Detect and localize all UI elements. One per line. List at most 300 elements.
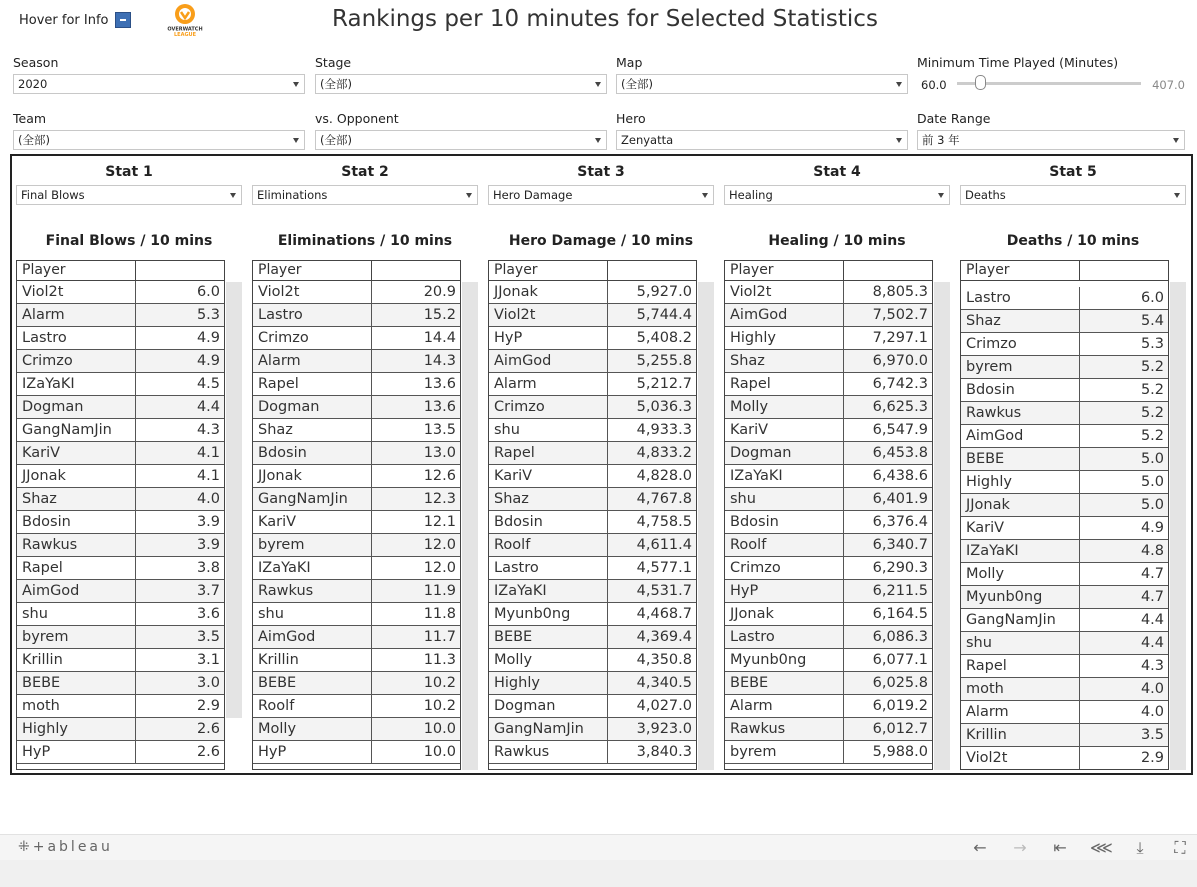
ranking-table	[960, 260, 1186, 770]
value-cell: 4,531.7	[636, 583, 692, 599]
value-cell: 6,742.3	[872, 376, 928, 392]
table-row[interactable]	[253, 281, 460, 304]
table-row[interactable]	[725, 442, 932, 465]
stat-title: Stat 4	[813, 164, 861, 180]
table-row[interactable]	[961, 586, 1168, 609]
player-cell: IZaYaKI	[725, 465, 844, 487]
table-row[interactable]	[961, 678, 1168, 701]
player-cell: Dogman	[725, 442, 844, 464]
player-cell: Viol2t	[489, 304, 608, 326]
table-row[interactable]	[17, 741, 224, 764]
slider-thumb[interactable]	[975, 75, 986, 90]
value-cell: 4.9	[1140, 520, 1164, 536]
hero-label: Hero	[616, 111, 646, 126]
value-cell: 5,408.2	[636, 330, 692, 346]
stat-selector-dropdown[interactable]	[724, 185, 950, 205]
player-cell: Bdosin	[725, 511, 844, 533]
player-cell: Bdosin	[961, 379, 1080, 401]
value-cell: 6.0	[196, 284, 220, 300]
table-row[interactable]	[725, 672, 932, 695]
table-row[interactable]	[961, 356, 1168, 379]
value-cell: 4.3	[196, 422, 220, 438]
table-row[interactable]	[961, 333, 1168, 356]
player-cell: shu	[489, 419, 608, 441]
value-cell: 4.4	[196, 399, 220, 415]
stat-column	[488, 156, 714, 760]
value-cell: 4.4	[1140, 612, 1164, 628]
player-cell: BEBE	[489, 626, 608, 648]
table-row[interactable]	[253, 304, 460, 327]
player-cell: JJonak	[489, 281, 608, 303]
player-cell: Lastro	[253, 304, 372, 326]
table-header	[961, 261, 1168, 281]
value-cell: 2.9	[1140, 750, 1164, 766]
player-cell: Highly	[489, 672, 608, 694]
table-row[interactable]	[725, 534, 932, 557]
table-row[interactable]	[961, 448, 1168, 471]
opponent-dropdown[interactable]	[315, 130, 607, 150]
table-row[interactable]	[725, 281, 932, 304]
map-dropdown[interactable]	[616, 74, 908, 94]
table-row[interactable]	[253, 442, 460, 465]
table-body	[724, 260, 933, 770]
table-row[interactable]	[489, 396, 696, 419]
player-cell: Bdosin	[489, 511, 608, 533]
value-cell: 5,255.8	[636, 353, 692, 369]
table-row[interactable]	[961, 724, 1168, 747]
player-cell: Lastro	[725, 626, 844, 648]
value-cell: 6,290.3	[872, 560, 928, 576]
table-body	[488, 260, 697, 770]
value-cell: 5.4	[1140, 313, 1164, 329]
player-cell: Viol2t	[253, 281, 372, 303]
table-body	[252, 260, 461, 770]
table-row[interactable]	[253, 465, 460, 488]
table-row[interactable]	[17, 419, 224, 442]
table-row[interactable]	[253, 649, 460, 672]
value-cell: 4.9	[196, 330, 220, 346]
table-title: Eliminations / 10 mins	[277, 233, 453, 249]
map-label: Map	[616, 55, 643, 70]
table-row[interactable]	[961, 379, 1168, 402]
stage-label: Stage	[315, 55, 352, 70]
player-cell: Rapel	[253, 373, 372, 395]
table-row[interactable]	[725, 373, 932, 396]
table-row[interactable]	[489, 557, 696, 580]
table-row[interactable]	[17, 603, 224, 626]
stat-title: Stat 3	[577, 164, 625, 180]
value-cell: 4.0	[1140, 704, 1164, 720]
stat-selector-dropdown[interactable]	[488, 185, 714, 205]
value-cell: 13.5	[423, 422, 456, 438]
player-cell: Viol2t	[961, 747, 1080, 769]
chevron-down-icon	[466, 193, 472, 198]
table-row[interactable]	[17, 281, 224, 304]
value-cell: 4.0	[1140, 681, 1164, 697]
table-row[interactable]	[253, 511, 460, 534]
value-cell: 3.0	[196, 675, 220, 691]
table-scrollbar[interactable]	[698, 282, 714, 770]
table-row[interactable]	[253, 488, 460, 511]
table-row[interactable]	[725, 718, 932, 741]
table-row[interactable]	[253, 741, 460, 764]
player-cell: shu	[961, 632, 1080, 654]
table-row[interactable]	[489, 442, 696, 465]
table-row[interactable]	[489, 350, 696, 373]
revert-icon[interactable]: ⇤	[1053, 838, 1067, 857]
table-row[interactable]	[961, 632, 1168, 655]
table-row[interactable]	[489, 534, 696, 557]
value-cell: 14.4	[423, 330, 456, 346]
stat-selector-value: Final Blows	[21, 188, 85, 202]
table-row[interactable]	[725, 649, 932, 672]
player-cell: AimGod	[253, 626, 372, 648]
player-cell: Shaz	[253, 419, 372, 441]
column-header-value[interactable]	[844, 261, 932, 280]
min-time-slider[interactable]	[917, 74, 1185, 94]
value-cell: 6,164.5	[872, 606, 928, 622]
table-row[interactable]	[961, 517, 1168, 540]
table-row[interactable]	[961, 494, 1168, 517]
player-cell: Viol2t	[725, 281, 844, 303]
redo-icon[interactable]: →	[1013, 838, 1027, 857]
player-cell: BEBE	[725, 672, 844, 694]
value-cell: 11.9	[423, 583, 456, 599]
stage-value: (全部)	[320, 77, 352, 91]
table-row[interactable]	[17, 304, 224, 327]
date-range-dropdown[interactable]	[917, 130, 1185, 150]
chevron-down-icon	[230, 193, 236, 198]
undo-icon[interactable]: ←	[973, 838, 987, 857]
table-scrollbar[interactable]	[934, 282, 950, 770]
value-cell: 3.5	[196, 629, 220, 645]
player-cell: Crimzo	[725, 557, 844, 579]
player-cell: HyP	[253, 741, 372, 763]
player-cell: Krillin	[253, 649, 372, 671]
player-cell: HyP	[725, 580, 844, 602]
table-row[interactable]	[253, 327, 460, 350]
table-row[interactable]	[253, 672, 460, 695]
table-row[interactable]	[17, 626, 224, 649]
table-row[interactable]	[725, 350, 932, 373]
table-scrollbar[interactable]	[1170, 282, 1186, 770]
table-row[interactable]	[253, 396, 460, 419]
opponent-label: vs. Opponent	[315, 111, 399, 126]
table-row[interactable]	[961, 540, 1168, 563]
table-row[interactable]	[725, 327, 932, 350]
table-row[interactable]	[489, 580, 696, 603]
column-header-value[interactable]	[372, 261, 460, 280]
table-row[interactable]	[725, 465, 932, 488]
table-row[interactable]	[17, 580, 224, 603]
value-cell: 4.0	[196, 491, 220, 507]
table-row[interactable]	[17, 488, 224, 511]
value-cell: 3.8	[196, 560, 220, 576]
table-row[interactable]	[489, 626, 696, 649]
table-row[interactable]	[489, 304, 696, 327]
chevron-down-icon	[896, 82, 902, 87]
value-cell: 12.6	[423, 468, 456, 484]
player-cell: IZaYaKI	[17, 373, 136, 395]
player-cell: Molly	[253, 718, 372, 740]
table-row[interactable]	[253, 534, 460, 557]
info-collapse-icon[interactable]	[115, 12, 131, 28]
season-dropdown[interactable]	[13, 74, 305, 94]
column-header-player[interactable]: Player	[961, 261, 1080, 280]
share-icon[interactable]: ⋘	[1090, 838, 1113, 857]
table-row[interactable]	[961, 425, 1168, 448]
table-row[interactable]	[961, 609, 1168, 632]
table-row[interactable]	[489, 649, 696, 672]
table-row[interactable]	[17, 350, 224, 373]
value-cell: 6.0	[1140, 290, 1164, 306]
table-row[interactable]	[961, 655, 1168, 678]
value-cell: 20.9	[423, 284, 456, 300]
column-header-value[interactable]	[1080, 261, 1168, 280]
table-row[interactable]	[17, 649, 224, 672]
column-header-player[interactable]: Player	[253, 261, 372, 280]
player-cell: GangNamJin	[489, 718, 608, 740]
value-cell: 4,369.4	[636, 629, 692, 645]
table-row[interactable]	[17, 327, 224, 350]
table-row[interactable]	[489, 373, 696, 396]
table-row[interactable]	[725, 557, 932, 580]
table-row[interactable]	[17, 442, 224, 465]
player-cell: Rawkus	[489, 741, 608, 763]
player-cell: GangNamJin	[961, 609, 1080, 631]
table-row[interactable]	[961, 701, 1168, 724]
table-row[interactable]	[489, 281, 696, 304]
table-row[interactable]	[489, 603, 696, 626]
table-row[interactable]	[17, 511, 224, 534]
value-cell: 4,767.8	[636, 491, 692, 507]
player-cell: Crimzo	[17, 350, 136, 372]
table-row[interactable]	[725, 695, 932, 718]
value-cell: 11.7	[423, 629, 456, 645]
table-body	[960, 260, 1169, 770]
value-cell: 4.5	[196, 376, 220, 392]
table-row[interactable]	[961, 402, 1168, 425]
player-cell: AimGod	[725, 304, 844, 326]
table-row[interactable]	[17, 557, 224, 580]
player-cell: Crimzo	[489, 396, 608, 418]
column-header-value[interactable]	[608, 261, 696, 280]
value-cell: 6,077.1	[872, 652, 928, 668]
table-row[interactable]	[253, 603, 460, 626]
table-row[interactable]	[17, 465, 224, 488]
table-row[interactable]	[725, 488, 932, 511]
hero-dropdown[interactable]	[616, 130, 908, 150]
player-cell: byrem	[253, 534, 372, 556]
player-cell: Alarm	[253, 350, 372, 372]
player-cell: Crimzo	[253, 327, 372, 349]
value-cell: 4.9	[196, 353, 220, 369]
table-row[interactable]	[253, 557, 460, 580]
table-row[interactable]	[17, 396, 224, 419]
chevron-down-icon	[1174, 193, 1180, 198]
player-cell: Rapel	[725, 373, 844, 395]
value-cell: 4,758.5	[636, 514, 692, 530]
stat-selector-dropdown[interactable]	[252, 185, 478, 205]
column-header-value[interactable]	[136, 261, 224, 280]
table-row[interactable]	[725, 603, 932, 626]
min-time-label: Minimum Time Played (Minutes)	[917, 55, 1119, 70]
opponent-value: (全部)	[320, 133, 352, 147]
season-value: 2020	[18, 77, 48, 91]
tableau-logo[interactable]	[18, 839, 113, 855]
table-row[interactable]	[725, 580, 932, 603]
player-cell: shu	[17, 603, 136, 625]
map-filter	[616, 55, 908, 94]
table-row[interactable]	[17, 672, 224, 695]
table-row[interactable]	[725, 741, 932, 764]
player-cell: JJonak	[961, 494, 1080, 516]
stat-title: Stat 5	[1049, 164, 1097, 180]
player-cell: Roolf	[725, 534, 844, 556]
table-row[interactable]	[961, 471, 1168, 494]
table-row[interactable]	[961, 310, 1168, 333]
table-row[interactable]	[17, 534, 224, 557]
player-cell: Roolf	[489, 534, 608, 556]
table-row[interactable]	[489, 488, 696, 511]
table-row[interactable]	[17, 718, 224, 741]
stat-selector-value: Deaths	[965, 188, 1006, 202]
player-cell: Myunb0ng	[489, 603, 608, 625]
bottom-strip	[0, 860, 1197, 887]
table-row[interactable]	[489, 465, 696, 488]
table-row[interactable]	[725, 419, 932, 442]
value-cell: 5.2	[1140, 428, 1164, 444]
value-cell: 10.0	[423, 744, 456, 760]
player-cell: Rawkus	[17, 534, 136, 556]
table-row[interactable]	[253, 695, 460, 718]
stat-selector-value: Eliminations	[257, 188, 328, 202]
player-cell: Lastro	[17, 327, 136, 349]
player-cell: BEBE	[253, 672, 372, 694]
hover-info[interactable]	[19, 12, 131, 28]
stat-selector-dropdown[interactable]	[960, 185, 1186, 205]
player-cell: Rawkus	[961, 402, 1080, 424]
player-cell: AimGod	[489, 350, 608, 372]
download-icon[interactable]: ⤓	[1136, 838, 1144, 857]
player-cell: Alarm	[725, 695, 844, 717]
value-cell: 4.7	[1140, 589, 1164, 605]
table-header	[17, 261, 224, 281]
table-row[interactable]	[489, 511, 696, 534]
player-cell: Lastro	[489, 557, 608, 579]
column-header-player[interactable]: Player	[725, 261, 844, 280]
value-cell: 4,833.2	[636, 445, 692, 461]
table-scrollbar[interactable]	[462, 282, 478, 770]
ranking-table	[724, 260, 950, 770]
table-row[interactable]	[961, 747, 1168, 770]
team-label: Team	[13, 111, 47, 126]
player-cell: Alarm	[489, 373, 608, 395]
logo-text-bottom: LEAGUE	[173, 32, 197, 37]
player-cell: Rapel	[489, 442, 608, 464]
stat-title: Stat 2	[341, 164, 389, 180]
table-row[interactable]	[253, 718, 460, 741]
stat-selector-dropdown[interactable]	[16, 185, 242, 205]
table-row[interactable]	[253, 373, 460, 396]
min-time-filter	[917, 55, 1185, 94]
player-cell: Rapel	[961, 655, 1080, 677]
table-rows	[253, 281, 460, 764]
column-header-player[interactable]: Player	[17, 261, 136, 280]
chevron-down-icon	[293, 82, 299, 87]
table-row[interactable]	[253, 350, 460, 373]
player-cell: Lastro	[961, 287, 1080, 309]
value-cell: 3.1	[196, 652, 220, 668]
opponent-filter	[315, 111, 607, 150]
table-row[interactable]	[489, 741, 696, 764]
stat-column	[960, 156, 1186, 766]
player-cell: JJonak	[17, 465, 136, 487]
table-title: Hero Damage / 10 mins	[508, 233, 694, 249]
player-cell: Roolf	[253, 695, 372, 717]
table-row[interactable]	[961, 563, 1168, 586]
table-row[interactable]	[725, 396, 932, 419]
hero-value: Zenyatta	[621, 133, 674, 147]
value-cell: 2.6	[196, 744, 220, 760]
tableau-cross-icon: ⁜	[18, 839, 33, 855]
team-dropdown[interactable]	[13, 130, 305, 150]
table-row[interactable]	[489, 419, 696, 442]
stat-selector-value: Healing	[729, 188, 773, 202]
stage-dropdown[interactable]	[315, 74, 607, 94]
table-row[interactable]	[253, 419, 460, 442]
player-cell: Molly	[725, 396, 844, 418]
value-cell: 13.0	[423, 445, 456, 461]
fullscreen-icon[interactable]: ⛶	[1174, 838, 1186, 857]
tableau-brand: +ableau	[32, 839, 113, 855]
season-label: Season	[13, 55, 59, 70]
value-cell: 7,297.1	[872, 330, 928, 346]
table-row[interactable]	[489, 695, 696, 718]
value-cell: 4.1	[196, 468, 220, 484]
table-row[interactable]	[253, 580, 460, 603]
table-row[interactable]	[725, 304, 932, 327]
value-cell: 2.6	[196, 721, 220, 737]
player-cell: Krillin	[961, 724, 1080, 746]
value-cell: 3.9	[196, 514, 220, 530]
player-cell: byrem	[961, 356, 1080, 378]
chevron-down-icon	[896, 138, 902, 143]
ranking-table	[16, 260, 242, 770]
value-cell: 3.6	[196, 606, 220, 622]
table-row[interactable]	[17, 695, 224, 718]
table-row[interactable]	[489, 327, 696, 350]
player-cell: Myunb0ng	[725, 649, 844, 671]
table-row[interactable]	[489, 718, 696, 741]
value-cell: 4,468.7	[636, 606, 692, 622]
player-cell: Rawkus	[253, 580, 372, 602]
table-row[interactable]	[725, 511, 932, 534]
value-cell: 6,376.4	[872, 514, 928, 530]
table-row[interactable]	[725, 626, 932, 649]
value-cell: 4,027.0	[636, 698, 692, 714]
value-cell: 5.2	[1140, 405, 1164, 421]
column-header-player[interactable]: Player	[489, 261, 608, 280]
table-row[interactable]	[17, 373, 224, 396]
player-cell: Shaz	[489, 488, 608, 510]
table-row[interactable]	[961, 287, 1168, 310]
table-scrollbar[interactable]	[226, 282, 242, 718]
table-row[interactable]	[253, 626, 460, 649]
value-cell: 6,340.7	[872, 537, 928, 553]
table-row[interactable]	[489, 672, 696, 695]
chevron-down-icon	[702, 193, 708, 198]
